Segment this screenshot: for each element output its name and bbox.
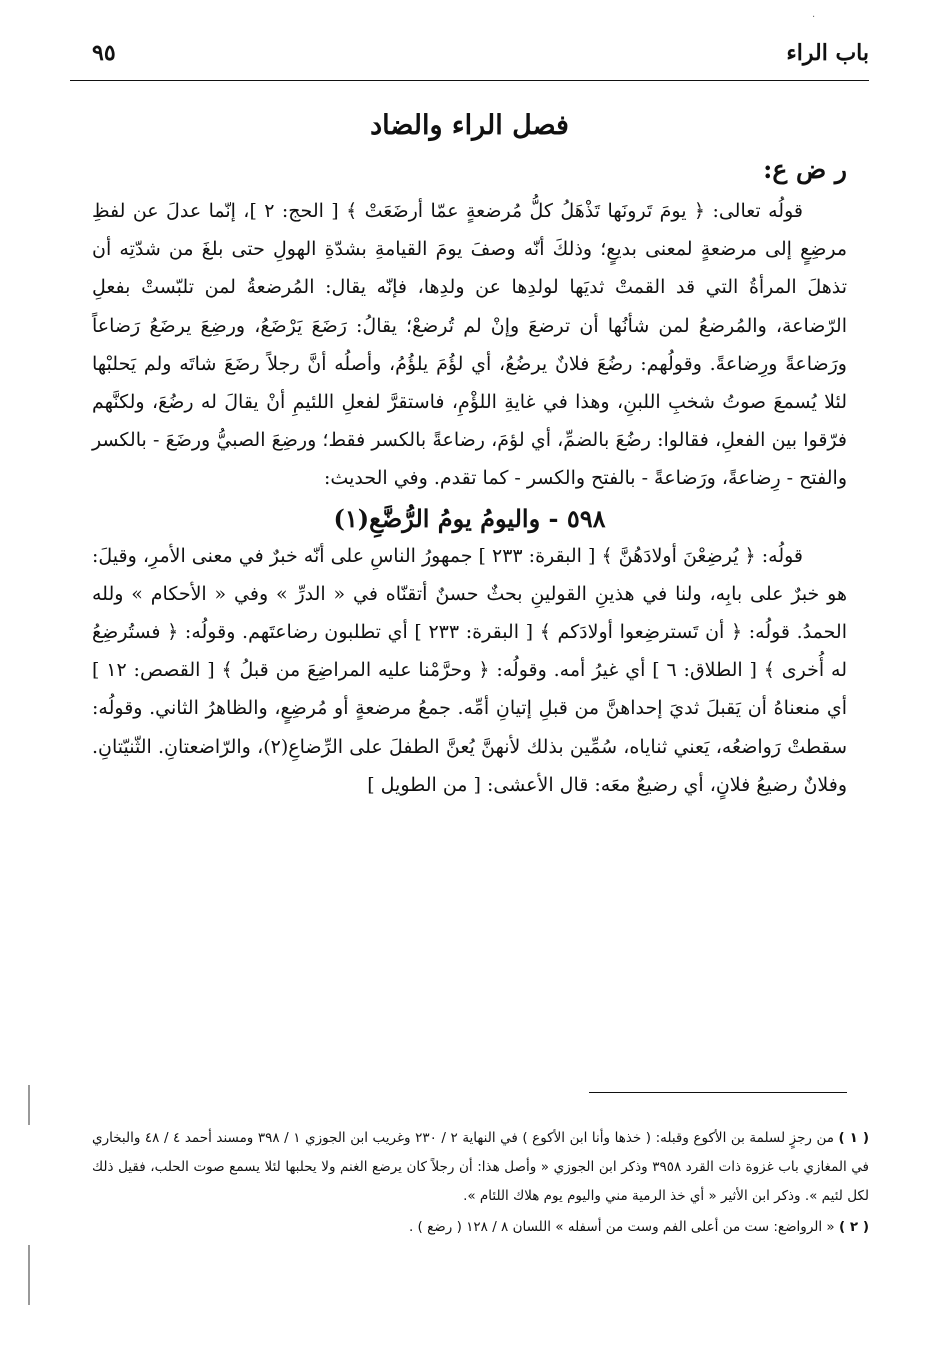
scan-margin-mark: [28, 1085, 30, 1125]
paragraph-1: قولُه تعالى: ﴿ يومَ تَرونَها تَذْهَلُ كلُّ مُرضعةٍ عمّا أرضَعَتْ ﴾ [ الحج: ٢ ]، إنّما عدلَ عن لفظِ مرضِعٍ إلى مرضعةٍ لمعنى بديعٍ؛ وذلكَ أنّه وصفَ يومَ القيامةِ بشدّةِ الهولِ حتى بلغَ من شدّتِه أن تذهلَ المرأةُ التي قد القمتْ ثديَها لولدِها عن ولدِها، فإنّه يقال: المُرضعةُ لمن تلبّستْ بفعلِ الرّضاعة، والمُرضعُ لمن شأنُها أن ترضعَ وإنْ لم تُرضعْ؛ يقالُ: رَضَعَ يَرْضَعُ، ورضِعَ يرضَعُ رَضاعاً ورَضاعةً ورِضاعةً. وقولُهم: رضُعَ فلانٌ يرضُعُ، أي لؤُمَ يلؤُمُ، وأصلُه أنَّ رجلاً رضَعَ شاتَه ولم يَحلبْها لئلا يُسمعَ صوتُ شخبِ اللبنِ، وهذا في غايةِ اللؤْمِ، فاستقرَّ لفعلِ اللئيمِ أنْ يقالَ له رضُعَ، ولكنَّهم فرّقوا بين الفعلِ، فقالوا: رضُعَ بالضمِّ، أي لؤمَ، رضاعةً بالكسر فقط؛ ورضِعَ الصبيُّ ورضَعَ - بالكسر والفتح - رِضاعةً، ورَضاعةً - بالفتح والكسر - كما تقدم. وفي الحديث:: [92, 200, 847, 490]
scan-speck: ·: [812, 12, 816, 23]
page-number: ٩٥: [92, 40, 116, 66]
paragraph-2: قولُه: ﴿ يُرضِعْنَ أولادَهُنَّ ﴾ [ البقرة: ٢٣٣ ] جمهورُ الناسِ على أنّه خبرٌ في معنى الأمرِ، وقيلَ: هو خبرٌ على بابِه، ولنا في هذينِ القولينِ بحثٌ حسنٌ أتقنّاه في « الدرِّ » وفي « الأحكام » ولله الحمدُ. قولُه: ﴿ أن تَسترضِعوا أولادَكم ﴾ [ البقرة: ٢٣٣ ] أي تطلبون رضاعتَهم. وقولُه: ﴿ فستُرضِعُ له أُخرى ﴾ [ الطلاق: ٦ ] أي غيرُ أمه. وقولُه: ﴿ وحرَّمْنا عليه المراضِعَ من قبلُ ﴾ [ القصص: ١٢ ] أي منعناهُ أن يَقبلَ ثديَ إحداهنَّ من قبلِ إتيانِ أمِّه. جمعُ مرضعةٍ أو مُرضِعٍ، والظاهرُ الثاني. وقولُه: سقطتْ رَواضعُه، يَعني ثناياه، سُمِّين بذلك لأنهنَّ يُعنَّ الطفلَ على الرِّضاعِ(٢)، والرّاضعتانِ. الثّنيّتانِ. وفلانٌ رضيعُ فلانٍ، أي رضيعٌ معَه: قال الأعشى: [ من الطويل ]: [92, 544, 848, 796]
footnote-1-marker: ( ١ ): [838, 1130, 870, 1146]
footnote-1-text: من رجزٍ لسلمة بن الأكوع وقبله: ( خذها وأنا ابن الأكوع ) في النهاية ٢ / ٢٣٠ وغريب ابن الجوزي ١ / ٣٩٨ ومسند أحمد ٤ / ٤٨ والبخاري في المغازي باب غزوة ذات القرد ٣٩٥٨ وذكر ابن الجوزي « وأصل هذا: أن رجلاً كان يرضع الغنم ولا يحلبها لئلا يسمع صوت الحلب، فقيل ذلك لكل لئيم ». وذكر ابن الأثير « أي خذ الرمية مني واليوم يوم هلاك اللئام ».: [92, 1130, 870, 1204]
section-title: فصل الراء والضاد: [370, 110, 569, 141]
running-title: باب الراء: [786, 40, 869, 66]
page-header: [70, 38, 869, 78]
footnotes: [92, 1124, 869, 1244]
footnote-divider: [589, 1092, 847, 1093]
footnote-1: [92, 1124, 869, 1211]
scan-margin-mark: [28, 1245, 30, 1305]
root-heading: ر ض ع:: [763, 155, 847, 184]
footnote-2-marker: ( ٢ ): [839, 1219, 869, 1235]
main-text: [92, 110, 847, 804]
footnote-2-text: « الرواضع: ست من أعلى الفم وست من أسفله » اللسان ٨ / ١٢٨ ( رضع ) .: [408, 1219, 835, 1235]
header-rule: [70, 80, 869, 81]
footnote-2: [92, 1213, 869, 1242]
hadith-heading: ٥٩٨ - واليومُ يومُ الرُّضَّعِ(١): [333, 503, 606, 533]
